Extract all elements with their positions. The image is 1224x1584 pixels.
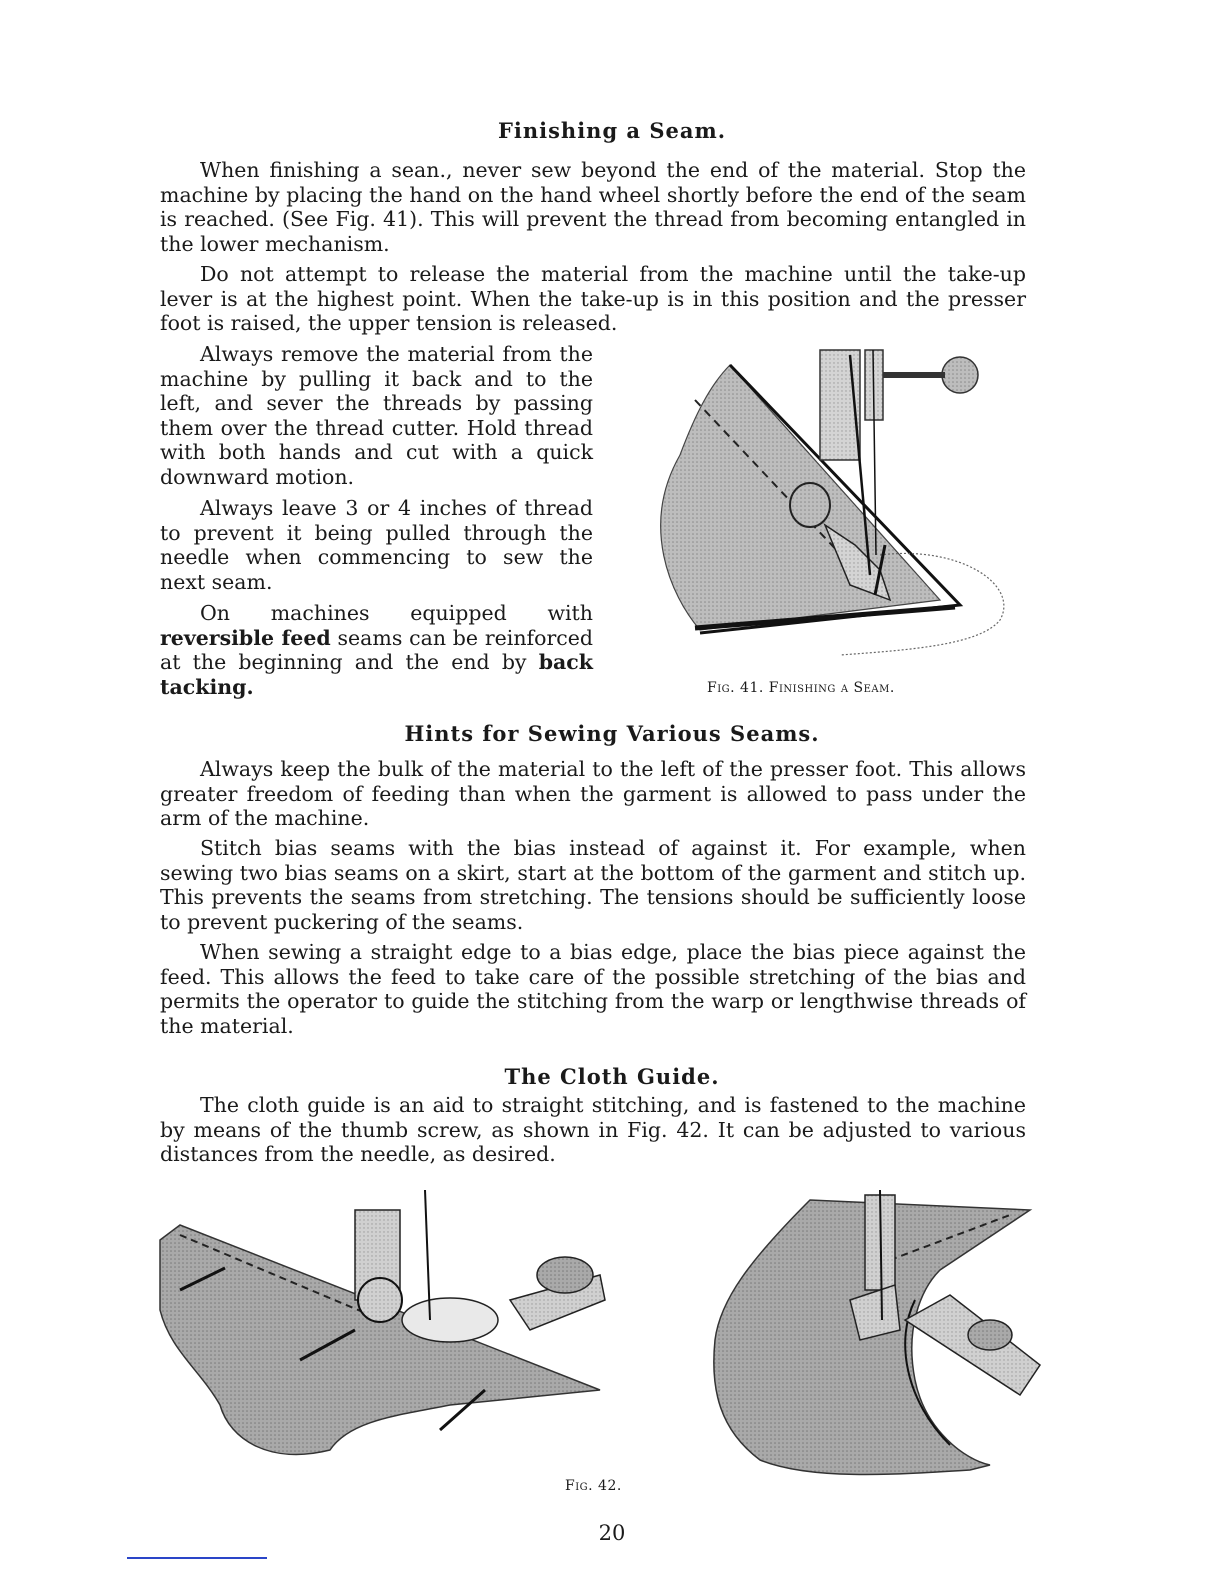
fig41-illustration xyxy=(640,345,1020,665)
fig41-caption: Fig. 41. Finishing a Seam. xyxy=(707,680,895,696)
thumb-screw-icon xyxy=(968,1320,1012,1350)
heading-finishing-seam: Finishing a Seam. xyxy=(497,118,727,143)
fig42-left-illustration xyxy=(150,1190,620,1480)
paragraph-finishing-1: When finishing a sean., never sew beyond the end of the material. Stop the machine by placing the hand on the hand wheel shortly before the end of the seam is reached. (See Fig. 41). This will prevent the thread from becoming entangled in the lower mechanism. xyxy=(160,158,1026,256)
thumb-screw-icon xyxy=(537,1257,593,1293)
presser-foot-screw-icon xyxy=(790,483,830,527)
page-number: 20 xyxy=(598,1521,626,1545)
thumb-screw-icon xyxy=(942,357,978,393)
presser-foot-screw-icon xyxy=(358,1278,402,1322)
fig42-caption: Fig. 42. xyxy=(565,1478,622,1494)
back-tacking-term: back tacking. xyxy=(160,650,593,699)
heading-hints-seams: Hints for Sewing Various Seams. xyxy=(404,721,820,746)
reversible-feed-term: reversible feed xyxy=(160,625,331,650)
paragraph-cloth-guide-1: The cloth guide is an aid to straight stitching, and is fastened to the machine by means of the thumb screw, as shown in Fig. 42. It can be adjusted to various distances from the needle, as desired. xyxy=(160,1093,1026,1166)
footer-rule xyxy=(127,1557,267,1559)
heading-cloth-guide: The Cloth Guide. xyxy=(504,1064,720,1089)
paragraph-finishing-4: Always leave 3 or 4 inches of thread to prevent it being pulled through the needle when commencing to sew the next seam. xyxy=(160,496,593,594)
bed-plate xyxy=(402,1298,498,1342)
para5-text-a: On machines equipped with xyxy=(200,601,593,625)
paragraph-finishing-2: Do not attempt to release the material from the machine until the take-up lever is at the highest point. When the take-up is in this position and the presser foot is raised, the upper tension is released. xyxy=(160,262,1026,335)
paragraph-hints-2: Stitch bias seams with the bias instead of against it. For example, when sewing two bias seams on a skirt, start at the bottom of the garment and stitch up. This prevents the seams from stretching. The tensions should be sufficiently loose to prevent puckering of the seams. xyxy=(160,836,1026,934)
paragraph-hints-3: When sewing a straight edge to a bias edge, place the bias piece against the feed. This allows the feed to take care of the possible stretching of the bias and permits the operator to guide the stitching from the warp or lengthwise threads of the material. xyxy=(160,940,1026,1038)
fig42-right-illustration xyxy=(690,1190,1050,1485)
paragraph-hints-1: Always keep the bulk of the material to the left of the presser foot. This allows greater freedom of feeding than when the garment is allowed to pass under the arm of the machine. xyxy=(160,757,1026,830)
para5-text-c: seams can be reinforced at the beginning and the end by xyxy=(160,625,593,674)
paragraph-finishing-3: Always remove the material from the machine by pulling it back and to the left, and sever the threads by passing them over the thread cutter. Hold thread with both hands and cut with a quick downward motion. xyxy=(160,342,593,489)
paragraph-finishing-5 xyxy=(160,601,593,699)
